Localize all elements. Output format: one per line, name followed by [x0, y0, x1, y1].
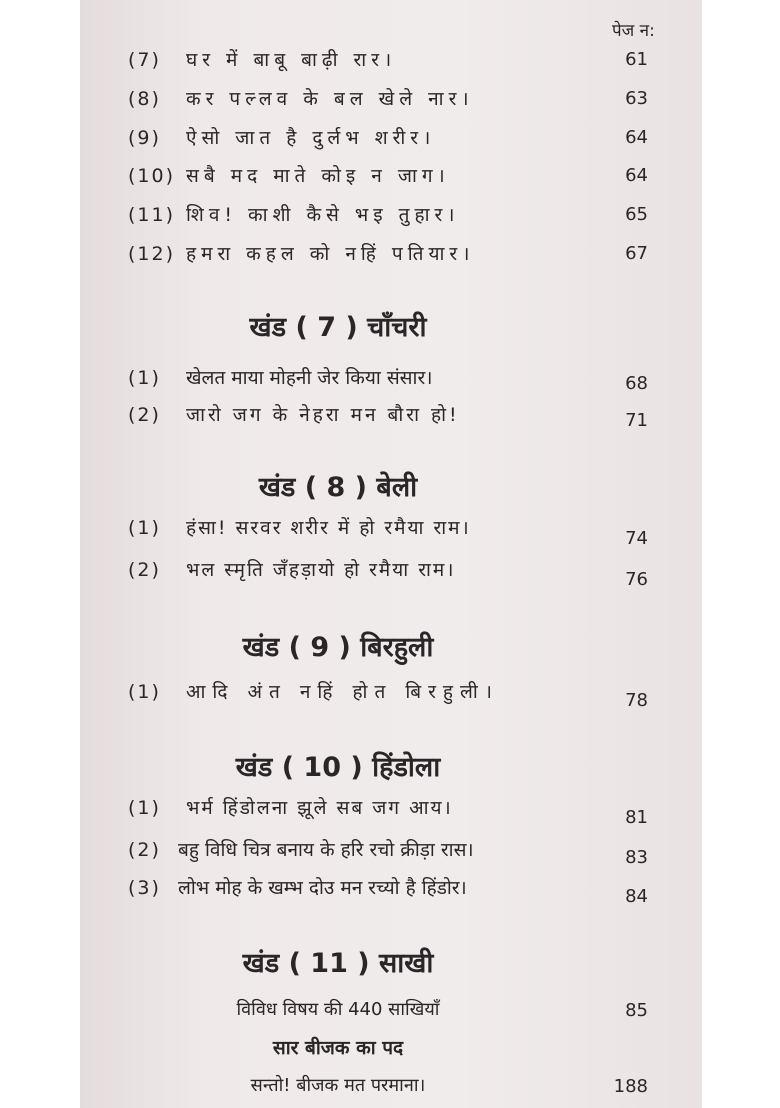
entry-number: (11) — [128, 204, 176, 226]
entry-number: (12) — [128, 243, 176, 265]
entry-number: (9) — [128, 127, 161, 149]
entry-page: 65 — [625, 204, 648, 225]
entry-page: 64 — [625, 165, 648, 186]
entry-page: 74 — [625, 528, 648, 549]
toc-entry — [128, 835, 668, 868]
entry-page: 71 — [625, 410, 648, 431]
entry-number: (1) — [128, 367, 161, 389]
toc-entry — [128, 677, 668, 711]
toc-entry — [128, 793, 668, 828]
entry-page: 64 — [625, 127, 648, 148]
entry-page: 68 — [625, 373, 648, 394]
entry-title: बहु विधि चित्र बनाय के हरि रचो क्रीड़ा रास। — [178, 839, 474, 861]
section-heading: खंड ( 11 ) साखी — [242, 948, 434, 979]
toc-entry — [128, 45, 668, 75]
entry-page: 63 — [625, 88, 648, 109]
entry-page: 188 — [613, 1076, 648, 1097]
section-heading: खंड ( 10 ) हिंडोला — [235, 752, 441, 783]
entry-page: 84 — [625, 886, 648, 907]
toc-entry — [128, 400, 668, 430]
entry-number: (7) — [128, 49, 161, 71]
toc-entry — [128, 1072, 668, 1100]
entry-number: (1) — [128, 681, 161, 703]
toc-entry — [128, 873, 668, 907]
entry-number: (2) — [128, 839, 161, 861]
entry-number: (2) — [128, 404, 161, 426]
entry-title: भल स्मृति जँहड़ायो हो रमैया राम। — [186, 559, 456, 581]
entry-title: जारो जग के नेहरा मन बौरा हो! — [186, 404, 460, 426]
entry-title: ऐसो जात है दुर्लभ शरीर। — [186, 127, 436, 149]
entry-title: घर में बाबू बाढ़ी रार। — [186, 49, 397, 71]
toc-entry — [128, 161, 668, 191]
section-heading: खंड ( 8 ) बेली — [258, 472, 418, 503]
toc-entry — [128, 200, 668, 230]
entry-number: (1) — [128, 517, 161, 539]
entry-title: शिव! काशी कैसे भइ तुहार। — [186, 204, 460, 226]
entry-page: 78 — [625, 690, 648, 711]
entry-title: हमरा कहल को नहिं पतियार। — [186, 243, 475, 265]
entry-title: भर्म हिंडोलना झूले सब जग आय। — [186, 797, 453, 819]
entry-page: 85 — [625, 1000, 648, 1021]
entry-number: (10) — [128, 165, 176, 187]
toc-entry-title: विविध विषय की 440 साखियाँ — [236, 999, 440, 1020]
toc-entry — [128, 84, 668, 114]
toc-entry — [128, 363, 668, 393]
entry-page: 83 — [625, 847, 648, 868]
entry-page: 76 — [625, 569, 648, 590]
entry-number: (1) — [128, 797, 161, 819]
section-heading: खंड ( 7 ) चाँचरी — [249, 312, 427, 343]
entry-number: (8) — [128, 88, 161, 110]
toc-entry-title: सन्तो! बीजक मत परमाना। — [250, 1075, 426, 1096]
entry-page: 67 — [625, 243, 648, 264]
entry-number: (2) — [128, 559, 161, 581]
entry-title: हंसा! सरवर शरीर में हो रमैया राम। — [186, 517, 471, 539]
entry-title: खेलत माया मोहनी जेर किया संसार। — [186, 367, 433, 389]
page-number-header: पेज न: — [612, 21, 655, 41]
entry-title: सबै मद माते कोइ न जाग। — [186, 165, 450, 187]
entry-number: (3) — [128, 877, 161, 899]
entry-page: 61 — [625, 49, 648, 70]
toc-entry — [128, 996, 668, 1024]
toc-entry — [128, 555, 668, 590]
toc-entry — [128, 239, 668, 269]
entry-page: 81 — [625, 807, 648, 828]
entry-title: आदि अंत नहिं होत बिरहुली। — [186, 681, 499, 703]
section-heading: खंड ( 9 ) बिरहुली — [242, 632, 434, 663]
toc-entry — [128, 123, 668, 153]
subheading: सार बीजक का पद — [272, 1037, 404, 1059]
entry-title: कर पल्लव के बल खेले नार। — [186, 88, 474, 110]
toc-entry — [128, 513, 668, 549]
entry-title: लोभ मोह के खम्भ दोउ मन रच्यो है हिंडोर। — [178, 877, 467, 899]
